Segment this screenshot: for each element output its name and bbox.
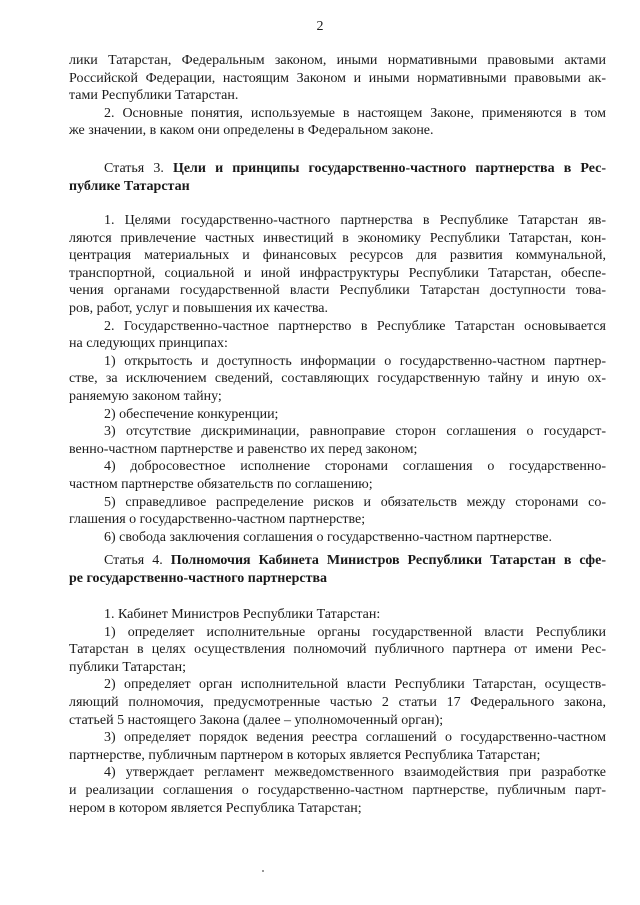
text-line: глашения о государственно-частном партнерстве; [69, 512, 366, 528]
text-line: 3) определяет порядок ведения реестра соглашений о государственно-частном [104, 730, 606, 746]
text-line: частном партнерстве обязательств по соглашению; [69, 476, 373, 492]
text-line: партнерстве, публичным партнером в которых является Республика Татарстан; [69, 747, 541, 763]
paragraph-block-1 [69, 52, 606, 140]
article-4-title-cont: ре государственно-частного партнерства [69, 570, 328, 586]
text-line: 1. Целями государственно-частного партнерства в Республике Татарстан яв- [104, 213, 606, 228]
text-line: 1) открытость и доступность информации о государственно-частном партнер- [104, 353, 606, 369]
text-line: на следующих принципах: [69, 336, 228, 352]
paragraph-block-2 [69, 212, 606, 546]
text-line: тами Республики Татарстан. [69, 88, 239, 104]
text-line: 2) обеспечение конкуренции; [104, 406, 279, 422]
text-line: же значении, в каком они определены в Федеральном законе. [69, 123, 434, 139]
text-line: раняемую законом тайну; [69, 388, 222, 404]
text-line: чения органами государственной власти Республики Татарстан доступности това- [69, 283, 606, 299]
text-line: центрация материальных и финансовых ресурсов для развития коммунальной, [69, 248, 606, 264]
text-line: 2. Основные понятия, используемые в настоящем Законе, применяются в том [104, 105, 606, 121]
text-line: 5) справедливое распределение рисков и обязательств между сторонами со- [104, 494, 606, 510]
text-line: ляются привлечение частных инвестиций в экономику Республики Татарстан, кон- [69, 230, 606, 246]
article-4-prefix: Статья 4. [104, 553, 163, 568]
article-4-heading [69, 552, 606, 587]
article-3-title-cont: публике Татарстан [69, 178, 190, 194]
text-line: 1) определяет исполнительные органы государственной власти Республики [104, 624, 606, 640]
text-line: 2. Государственно-частное партнерство в Республике Татарстан основывается [104, 318, 606, 334]
article-4-title: Полномочия Кабинета Министров Республики Татарстан в сфе- [170, 553, 606, 568]
text-line: 2) определяет орган исполнительной власти Республики Татарстан, осуществ- [104, 677, 606, 693]
text-line: венно-частном партнерстве и равенство их перед законом; [69, 441, 418, 457]
text-line: публики Татарстан; [69, 659, 187, 675]
text-line: 1. Кабинет Министров Республики Татарстан: [104, 607, 381, 622]
text-line: транспортной, социальной и иной инфраструктуры Республики Татарстан, обеспе- [69, 265, 606, 281]
text-line: и реализации соглашения о государственно-частном партнерстве, публичным парт- [69, 782, 606, 798]
text-line: стве, за исключением сведений, составляющих государственную тайну и иную ох- [69, 371, 606, 387]
text-line: нером в котором является Республика Татарстан; [69, 800, 362, 816]
text-line: статьей 5 настоящего Закона (далее – уполномоченный орган); [69, 712, 444, 728]
text-line: 3) отсутствие дискриминации, равноправие сторон соглашения о государст- [104, 424, 606, 440]
article-3-title: Цели и принципы государственно-частного партнерства в Рес- [172, 161, 606, 176]
text-line: Российской Федерации, настоящим Законом и иными нормативными правовыми ак- [69, 70, 606, 86]
paragraph-block-3 [69, 606, 606, 817]
page-number: 2 [316, 19, 324, 34]
article-3-prefix: Статья 3. [104, 161, 164, 176]
text-line: ров, работ, услуг и повышения их качества. [69, 300, 328, 316]
text-line: 4) добросовестное исполнение сторонами соглашения о государственно- [104, 459, 606, 475]
text-line: 6) свобода заключения соглашения о государственно-частном партнерстве. [104, 529, 552, 545]
text-line: лики Татарстан, Федеральным законом, иными нормативными правовыми актами [69, 53, 606, 68]
article-3-heading [69, 160, 606, 195]
text-line: ляющий полномочия, предусмотренные частью 2 статьи 17 Федерального закона, [69, 694, 606, 710]
scan-speck [262, 870, 264, 872]
text-line: Татарстан в целях осуществления полномочий публичного партнера от имени Рес- [69, 642, 606, 658]
text-line: 4) утверждает регламент межведомственного взаимодействия при разработке [104, 765, 606, 781]
